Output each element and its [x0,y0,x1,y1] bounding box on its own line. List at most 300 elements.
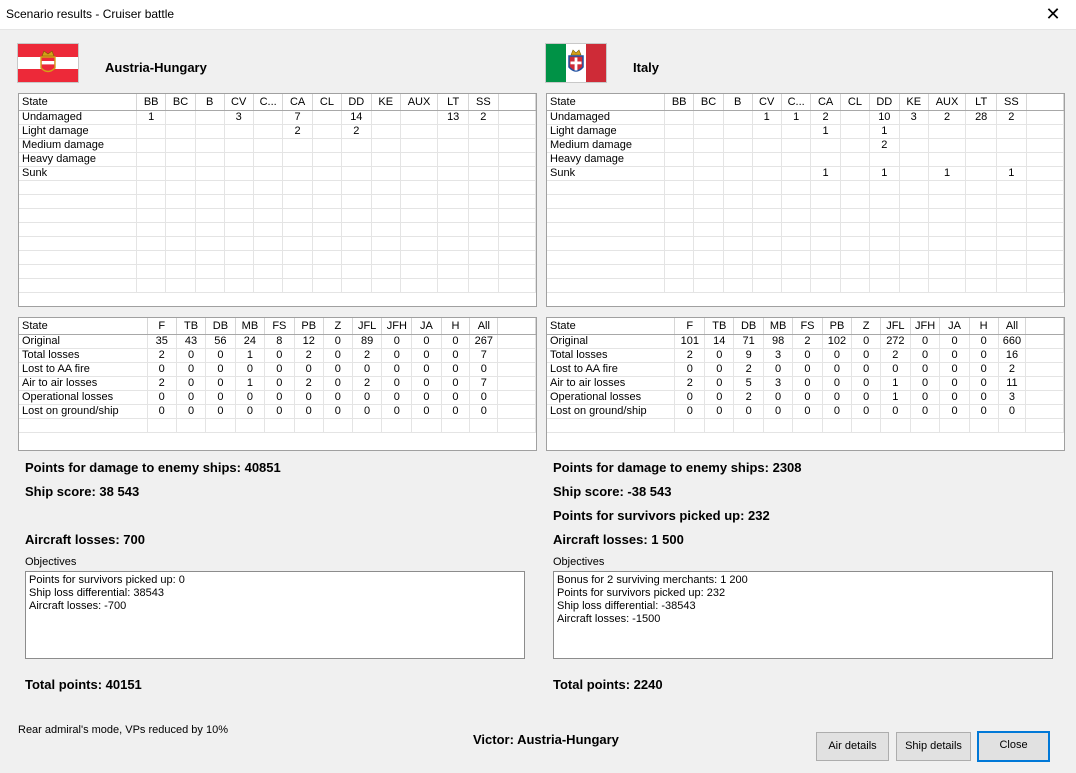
table-row[interactable] [19,348,536,362]
table-cell: 7 [470,348,498,362]
column-header[interactable]: H [969,318,998,334]
table-cell [675,418,705,432]
victor-text: Victor: Austria-Hungary [473,732,619,747]
column-header[interactable]: B [723,94,752,110]
table-cell [811,264,840,278]
table-cell [1026,124,1063,138]
column-header[interactable]: PB [822,318,852,334]
objective-item: Bonus for 2 surviving merchants: 1 200 [557,574,748,586]
table-cell [966,138,997,152]
table-cell [899,152,928,166]
objective-item: Aircraft losses: -1500 [557,613,661,625]
column-header[interactable]: CV [224,94,253,110]
table-cell [312,124,341,138]
table-cell: 7 [283,110,312,124]
table-cell: 0 [206,376,235,390]
table-row[interactable] [547,110,1064,124]
table-cell: 0 [352,404,382,418]
table-cell [665,180,694,194]
table-cell [997,180,1026,194]
column-header[interactable]: BC [694,94,723,110]
crown-crest-icon [39,49,57,77]
table-row[interactable] [547,348,1064,362]
table-cell [1026,152,1063,166]
table-cell [312,152,341,166]
column-header[interactable]: KE [899,94,928,110]
table-cell: 0 [441,404,470,418]
column-header[interactable]: JA [412,318,441,334]
table-row[interactable] [19,334,536,348]
column-header[interactable]: PB [294,318,323,334]
column-header[interactable]: CL [840,94,869,110]
column-header[interactable]: SS [469,94,498,110]
table-cell [498,166,535,180]
table-cell [966,180,997,194]
table-cell [840,166,869,180]
column-header[interactable]: KE [371,94,400,110]
column-header[interactable]: JFH [910,318,940,334]
table-row[interactable] [19,180,536,194]
right-total-points: Total points: 2240 [553,677,663,692]
right-ships-table[interactable] [546,93,1065,307]
table-row[interactable] [547,166,1064,180]
column-header[interactable]: DD [870,94,899,110]
table-row[interactable] [19,152,536,166]
table-cell [694,110,723,124]
table-row[interactable] [19,222,536,236]
table-cell: 0 [235,362,265,376]
table-cell [997,278,1026,292]
table-row[interactable] [547,390,1064,404]
column-header[interactable]: Z [852,318,881,334]
column-header[interactable]: JFL [352,318,382,334]
italy-flag [545,43,607,83]
table-cell [665,166,694,180]
table-row[interactable] [19,264,536,278]
mode-note: Rear admiral's mode, VPs reduced by 10% [18,724,228,736]
table-row[interactable] [19,208,536,222]
column-header[interactable]: BB [137,94,166,110]
savoy-crest-icon [567,49,585,77]
table-cell [840,138,869,152]
table-cell: 0 [265,376,294,390]
table-cell [899,264,928,278]
table-row[interactable] [547,208,1064,222]
table-cell: 0 [793,362,822,376]
table-cell [137,208,166,222]
column-header[interactable]: MB [235,318,265,334]
table-cell: 2 [734,390,763,404]
table-cell [312,222,341,236]
table-cell [752,250,781,264]
right-air-table[interactable] [546,317,1065,451]
table-cell [928,180,965,194]
table-row[interactable] [19,404,536,418]
close-button[interactable]: Close [977,731,1050,762]
table-cell [997,138,1026,152]
table-row[interactable] [19,278,536,292]
column-header[interactable]: CA [811,94,840,110]
column-header[interactable]: B [195,94,224,110]
table-cell [752,278,781,292]
column-header[interactable]: DB [734,318,763,334]
title-bar [0,0,1076,30]
table-row[interactable] [547,222,1064,236]
row-state-cell: Lost on ground/ship [19,404,147,418]
table-cell [840,194,869,208]
column-header[interactable]: LT [966,94,997,110]
table-cell [235,418,265,432]
table-cell [928,236,965,250]
row-state-cell [547,264,665,278]
table-cell [694,278,723,292]
table-row[interactable] [19,376,536,390]
column-header[interactable]: F [675,318,705,334]
column-header[interactable]: All [470,318,498,334]
table-cell [137,180,166,194]
table-row[interactable] [547,250,1064,264]
table-cell [781,222,811,236]
row-state-cell: Undamaged [19,110,137,124]
window-close-icon[interactable]: ✕ [1045,4,1061,24]
column-header[interactable]: CV [752,94,781,110]
table-cell [400,138,437,152]
table-row[interactable] [547,404,1064,418]
table-cell [195,278,224,292]
column-header[interactable]: TB [705,318,734,334]
column-header[interactable]: TB [176,318,205,334]
table-cell [253,278,283,292]
table-cell [253,124,283,138]
table-cell [781,264,811,278]
table-cell: 101 [675,334,705,348]
column-header[interactable]: Z [323,318,352,334]
table-cell: 0 [940,390,969,404]
table-cell: 0 [470,404,498,418]
table-row[interactable] [547,418,1064,432]
table-cell [966,124,997,138]
column-header[interactable]: DB [206,318,235,334]
table-cell [1026,362,1064,376]
left-ships-table[interactable] [18,93,537,307]
right-objectives-list[interactable] [553,571,1053,659]
right-air-grid [547,318,1064,433]
table-cell [195,236,224,250]
row-state-cell [547,278,665,292]
table-row[interactable] [19,236,536,250]
column-header[interactable]: LT [438,94,469,110]
table-cell [224,166,253,180]
table-cell [283,278,312,292]
column-header[interactable]: C... [781,94,811,110]
table-cell [438,250,469,264]
row-state-cell [547,180,665,194]
column-header[interactable]: F [147,318,176,334]
table-cell [195,194,224,208]
table-cell [469,138,498,152]
table-cell: 0 [763,390,793,404]
table-row[interactable] [19,166,536,180]
table-cell [400,236,437,250]
table-cell: 0 [793,404,822,418]
table-cell [498,362,536,376]
table-cell: 0 [412,376,441,390]
table-row[interactable] [547,124,1064,138]
table-cell: 267 [470,334,498,348]
table-cell: 2 [294,376,323,390]
column-header[interactable]: State [19,318,147,334]
table-cell [137,194,166,208]
table-cell [195,250,224,264]
table-cell [752,152,781,166]
table-cell [253,110,283,124]
column-header[interactable]: JFH [382,318,412,334]
table-cell [966,278,997,292]
table-cell: 3 [224,110,253,124]
column-header[interactable]: CL [312,94,341,110]
table-cell [498,250,535,264]
column-header[interactable]: BC [166,94,195,110]
table-cell [723,236,752,250]
table-cell [294,418,323,432]
table-cell [840,152,869,166]
table-cell: 11 [998,376,1026,390]
table-cell [137,264,166,278]
table-cell [166,264,195,278]
column-header[interactable]: State [547,94,665,110]
table-cell [312,264,341,278]
table-cell [400,180,437,194]
table-cell [997,194,1026,208]
objective-item: Ship loss differential: 38543 [29,587,164,599]
column-header[interactable]: FS [265,318,294,334]
table-cell [665,264,694,278]
table-cell: 0 [940,348,969,362]
table-cell [283,250,312,264]
table-cell: 660 [998,334,1026,348]
right-ship-score: Ship score: -38 543 [553,484,672,499]
column-header[interactable]: FS [793,318,822,334]
table-cell [1026,264,1063,278]
column-header[interactable]: SS [997,94,1026,110]
table-cell: 0 [969,348,998,362]
table-cell [342,166,371,180]
table-cell: 0 [910,334,940,348]
table-cell [438,152,469,166]
table-cell [665,208,694,222]
table-row[interactable] [19,110,536,124]
table-cell [840,236,869,250]
table-cell [899,180,928,194]
table-cell [469,180,498,194]
table-cell [371,124,400,138]
table-row[interactable] [547,376,1064,390]
table-cell [694,180,723,194]
table-cell [195,152,224,166]
table-cell [312,236,341,250]
table-row[interactable] [547,138,1064,152]
table-cell: 0 [206,362,235,376]
table-cell [498,152,535,166]
table-cell: 0 [176,390,205,404]
objective-item: Aircraft losses: -700 [29,600,127,612]
column-header[interactable]: State [547,318,675,334]
window-title: Scenario results - Cruiser battle [6,7,175,21]
table-cell [870,208,899,222]
table-cell [899,166,928,180]
table-cell: 0 [675,390,705,404]
table-cell [752,208,781,222]
table-cell: 0 [323,390,352,404]
table-cell: 35 [147,334,176,348]
table-cell [665,250,694,264]
table-cell [342,236,371,250]
table-row[interactable] [547,264,1064,278]
table-cell [371,250,400,264]
table-cell [899,124,928,138]
table-row[interactable] [547,194,1064,208]
right-objectives-label: Objectives [553,556,605,568]
table-cell [498,236,535,250]
table-cell [283,236,312,250]
table-row[interactable] [547,334,1064,348]
table-cell: 0 [705,390,734,404]
table-cell [811,152,840,166]
column-header[interactable]: DD [342,94,371,110]
table-cell [665,278,694,292]
column-header[interactable]: AUX [928,94,965,110]
table-cell [723,180,752,194]
table-cell: 2 [734,362,763,376]
table-row[interactable] [19,390,536,404]
table-cell [166,110,195,124]
table-cell: 9 [734,348,763,362]
table-cell [928,152,965,166]
table-cell [811,138,840,152]
table-cell [469,166,498,180]
column-header[interactable]: All [998,318,1026,334]
right-aircraft-losses: Aircraft losses: 1 500 [553,532,684,547]
row-state-cell [19,264,137,278]
table-cell [371,208,400,222]
table-cell [371,194,400,208]
table-cell [371,110,400,124]
table-row[interactable] [19,250,536,264]
air-details-button[interactable]: Air details [816,732,889,761]
table-cell: 0 [441,362,470,376]
left-air-table[interactable] [18,317,537,451]
table-cell: 0 [822,362,852,376]
table-cell [966,222,997,236]
table-cell [253,222,283,236]
table-cell [1026,208,1063,222]
table-cell [195,264,224,278]
table-cell: 1 [137,110,166,124]
row-state-cell: Lost on ground/ship [547,404,675,418]
table-row[interactable] [547,362,1064,376]
row-state-cell: Light damage [547,124,665,138]
table-cell [1026,404,1064,418]
table-row[interactable] [547,236,1064,250]
left-ships-grid [19,94,536,293]
table-cell [694,124,723,138]
table-cell: 0 [881,362,911,376]
row-state-cell: Operational losses [547,390,675,404]
row-state-cell: Air to air losses [547,376,675,390]
table-cell: 0 [323,334,352,348]
table-cell [1026,278,1063,292]
column-header[interactable]: H [441,318,470,334]
column-header[interactable]: State [19,94,137,110]
table-cell: 2 [998,362,1026,376]
table-cell: 0 [323,404,352,418]
table-cell: 0 [940,376,969,390]
table-cell [312,138,341,152]
table-row[interactable] [19,418,536,432]
column-header[interactable]: AUX [400,94,437,110]
column-header[interactable]: BB [665,94,694,110]
table-row[interactable] [547,180,1064,194]
table-row[interactable] [19,194,536,208]
table-cell [763,418,793,432]
table-row[interactable] [19,124,536,138]
table-cell: 0 [763,404,793,418]
table-cell: 28 [966,110,997,124]
row-state-cell: Original [19,334,147,348]
table-row[interactable] [19,138,536,152]
ship-details-button[interactable]: Ship details [896,732,971,761]
table-cell: 89 [352,334,382,348]
table-cell [400,166,437,180]
column-header[interactable]: MB [763,318,793,334]
table-cell: 1 [881,390,911,404]
table-cell: 0 [176,362,205,376]
column-header[interactable]: JFL [881,318,911,334]
table-cell [470,418,498,432]
table-row[interactable] [547,152,1064,166]
objective-item: Points for survivors picked up: 0 [29,574,185,586]
table-cell [342,208,371,222]
left-objectives-list[interactable] [25,571,525,659]
column-header[interactable]: CA [283,94,312,110]
table-cell [382,418,412,432]
column-header-filler [498,94,535,110]
table-cell [694,194,723,208]
table-cell [438,278,469,292]
table-cell [840,250,869,264]
table-row[interactable] [19,362,536,376]
table-cell: 0 [881,404,911,418]
table-cell [195,222,224,236]
table-cell: 0 [147,362,176,376]
table-cell: 0 [323,362,352,376]
table-cell: 0 [470,362,498,376]
column-header[interactable]: JA [940,318,969,334]
table-cell: 2 [675,376,705,390]
table-row[interactable] [547,278,1064,292]
table-cell: 2 [147,376,176,390]
table-cell: 0 [969,362,998,376]
table-cell: 0 [294,404,323,418]
table-cell [1026,138,1063,152]
table-cell [665,152,694,166]
table-cell [137,278,166,292]
column-header[interactable]: C... [253,94,283,110]
row-state-cell: Medium damage [547,138,665,152]
table-cell [342,278,371,292]
table-cell: 0 [382,404,412,418]
table-cell [400,250,437,264]
